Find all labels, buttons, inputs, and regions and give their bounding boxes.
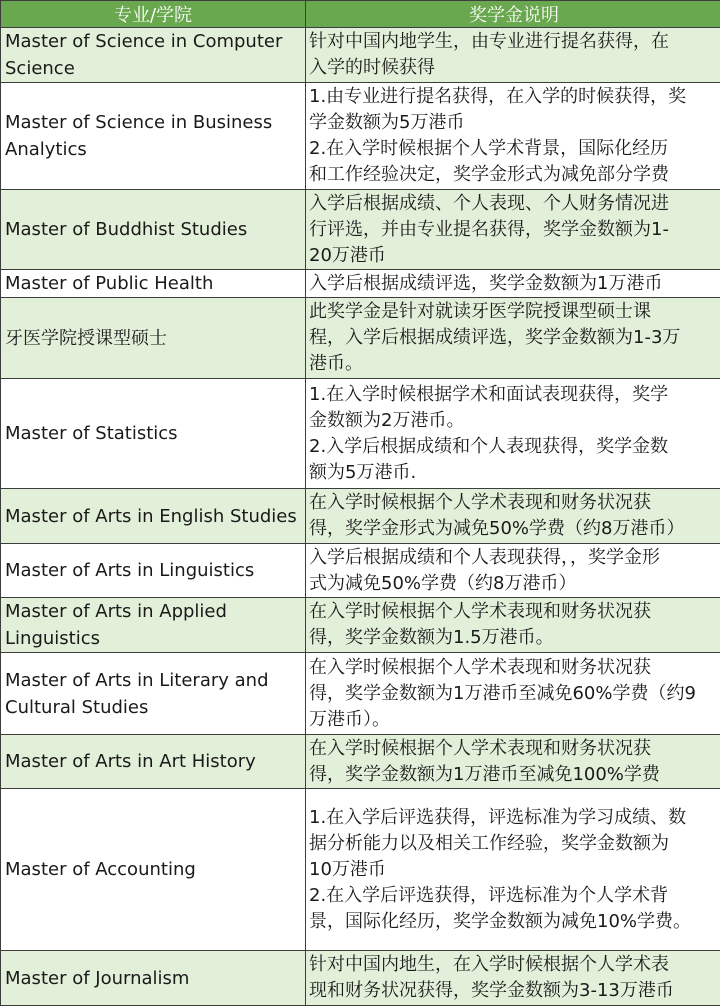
header-row <box>1 1 720 28</box>
scholarship-cell <box>306 190 720 270</box>
scholarship-cell <box>306 735 720 789</box>
scholarship-line: 得，奖学金数额为1.5万港币。 <box>309 625 720 651</box>
scholarship-cell <box>306 951 720 1006</box>
scholarship-line: 在入学时候根据个人学术表现和财务状况获 <box>309 490 720 516</box>
table-row <box>1 489 720 544</box>
scholarship-line: 额为5万港币. <box>309 460 720 486</box>
scholarship-cell <box>306 298 720 379</box>
table-row <box>1 735 720 789</box>
program-cell: 牙医学院授课型硕士 <box>1 298 306 379</box>
scholarship-line: 学金数额为5万港币 <box>309 110 720 136</box>
scholarship-line: 得，奖学金数额为1万港币至减免100%学费 <box>309 762 720 788</box>
scholarship-line: 在入学时候根据个人学术表现和财务状况获 <box>309 599 720 625</box>
scholarship-line: 入学后根据成绩评选，奖学金数额为1万港币 <box>309 271 720 297</box>
program-cell: Master of Accounting <box>1 789 306 951</box>
scholarship-line: 现和财务状况获得，奖学金数额为3-13万港币 <box>309 978 720 1004</box>
scholarship-line: 1.由专业进行提名获得，在入学的时候获得，奖 <box>309 84 720 110</box>
scholarship-line: 港币。 <box>309 351 720 377</box>
scholarship-line: 在入学时候根据个人学术表现和财务状况获 <box>309 655 720 681</box>
scholarship-line: 在入学时候根据个人学术表现和财务状况获 <box>309 736 720 762</box>
scholarship-line: 此奖学金是针对就读牙医学院授课型硕士课 <box>309 299 720 325</box>
table-row <box>1 653 720 735</box>
scholarship-line: 入学后根据成绩、个人表现、个人财务情况进 <box>309 191 720 217</box>
scholarship-cell <box>306 653 720 735</box>
table-row <box>1 789 720 951</box>
program-cell: Master of Public Health <box>1 270 306 298</box>
program-cell: Master of Arts in Art History <box>1 735 306 789</box>
scholarship-line: 得，奖学金数额为1万港币至减免60%学费（约9 <box>309 681 720 707</box>
program-column-header: 专业/学院 <box>1 1 306 28</box>
scholarship-cell <box>306 83 720 190</box>
scholarship-cell <box>306 598 720 653</box>
scholarship-line: 据分析能力以及相关工作经验，奖学金数额为 <box>309 831 720 857</box>
scholarship-line: 金数额为2万港币。 <box>309 408 720 434</box>
scholarship-column-header: 奖学金说明 <box>306 1 720 28</box>
scholarship-cell <box>306 28 720 83</box>
table-row <box>1 83 720 190</box>
scholarship-line: 1.在入学后评选获得，评选标准为学习成绩、数 <box>309 805 720 831</box>
table-row <box>1 951 720 1006</box>
scholarship-cell <box>306 789 720 951</box>
scholarship-line: 2.入学后根据成绩和个人表现获得，奖学金数 <box>309 434 720 460</box>
scholarship-cell <box>306 489 720 544</box>
scholarship-cell <box>306 379 720 489</box>
scholarship-line: 式为减免50%学费（约8万港币） <box>309 571 720 597</box>
program-cell: Master of Arts in Literary and Cultural Studies <box>1 653 306 735</box>
program-cell: Master of Arts in English Studies <box>1 489 306 544</box>
program-cell: Master of Statistics <box>1 379 306 489</box>
program-cell: Master of Arts in Applied Linguistics <box>1 598 306 653</box>
program-cell: Master of Science in Business Analytics <box>1 83 306 190</box>
scholarship-line: 20万港币 <box>309 243 720 269</box>
table-row <box>1 598 720 653</box>
scholarship-line: 和工作经验决定，奖学金形式为减免部分学费 <box>309 162 720 188</box>
scholarship-cell <box>306 544 720 598</box>
scholarship-line: 程，入学后根据成绩评选，奖学金数额为1-3万 <box>309 325 720 351</box>
table-row <box>1 544 720 598</box>
program-cell: Master of Buddhist Studies <box>1 190 306 270</box>
scholarship-line: 10万港币 <box>309 857 720 883</box>
table-row <box>1 379 720 489</box>
scholarship-line: 针对中国内地生，在入学时候根据个人学术表 <box>309 952 720 978</box>
scholarship-line: 2.在入学时候根据个人学术背景，国际化经历 <box>309 136 720 162</box>
scholarship-line: 行评选，并由专业提名获得，奖学金数额为1- <box>309 217 720 243</box>
scholarship-line: 得，奖学金形式为减免50%学费（约8万港币） <box>309 516 720 542</box>
table-row <box>1 270 720 298</box>
scholarship-line: 1.在入学时候根据学术和面试表现获得，奖学 <box>309 382 720 408</box>
scholarship-line: 入学的时候获得 <box>309 55 720 81</box>
program-cell: Master of Science in Computer Science <box>1 28 306 83</box>
scholarship-cell <box>306 270 720 298</box>
scholarship-line: 针对中国内地学生，由专业进行提名获得，在 <box>309 29 720 55</box>
program-cell: Master of Arts in Linguistics <box>1 544 306 598</box>
program-cell: Master of Journalism <box>1 951 306 1006</box>
scholarship-line: 万港币）。 <box>309 707 720 733</box>
scholarship-line: 景，国际化经历，奖学金数额为减免10%学费。 <box>309 909 720 935</box>
scholarship-line: 2.在入学后评选获得，评选标准为个人学术背 <box>309 883 720 909</box>
table-row <box>1 28 720 83</box>
scholarship-line: 入学后根据成绩和个人表现获得，，奖学金形 <box>309 545 720 571</box>
table-row <box>1 298 720 379</box>
table-row <box>1 190 720 270</box>
